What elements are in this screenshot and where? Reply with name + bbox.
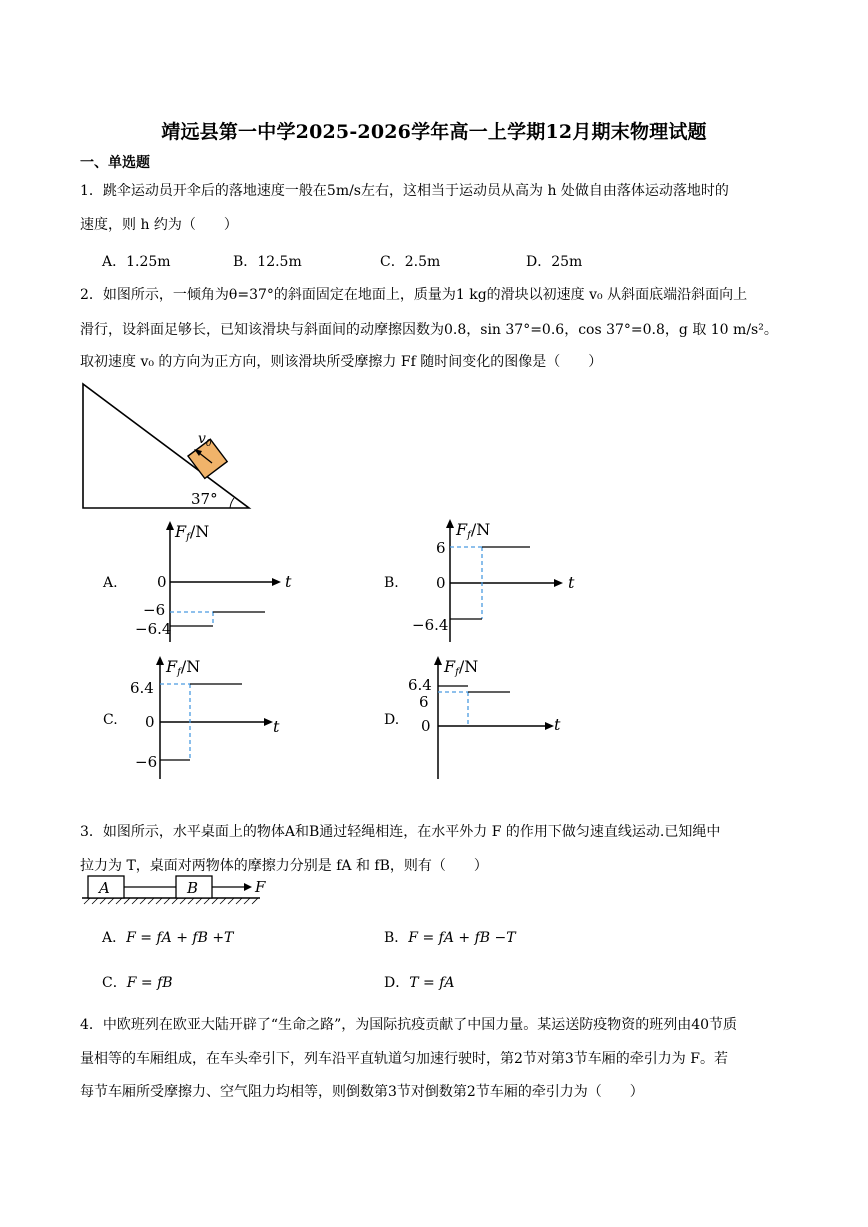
svg-text:−6.4: −6.4: [412, 616, 449, 634]
graph-a-option: A.: [103, 575, 118, 591]
q3-option-d: D．T = fA: [384, 975, 455, 991]
svg-text:6.4: 6.4: [408, 676, 432, 694]
graph-b: [412, 515, 582, 645]
angle-label: 37°: [191, 490, 218, 508]
q3-option-a: A．F = fA + fB +T: [102, 930, 234, 946]
svg-text:Ff/N: Ff/N: [175, 522, 210, 543]
svg-text:0: 0: [157, 573, 167, 591]
svg-text:F: F: [255, 878, 266, 896]
q4-line3: 每节车厢所受摩擦力、空气阻力均相等，则倒数第3节对倒数第2节车厢的牵引力为（ ）: [80, 1084, 644, 1100]
svg-text:−6: −6: [135, 753, 158, 771]
svg-text:Ff/N: Ff/N: [166, 657, 201, 678]
svg-text:t: t: [273, 717, 280, 736]
graph-d: [408, 652, 568, 782]
q1-line1: 1．跳伞运动员开伞后的落地速度一般在5m/s左右，这相当于运动员从高为 h 处做自由落体运动落地时的: [80, 183, 729, 199]
q4-line2: 量相等的车厢组成，在车头牵引下，列车沿平直轨道匀加速行驶时，第2节对第3节车厢的牵引力为 F。若: [80, 1051, 728, 1067]
svg-text:Ff/N: Ff/N: [456, 520, 491, 541]
q1-option-b: B．12.5m: [233, 254, 302, 270]
svg-text:0: 0: [436, 574, 446, 592]
q1-option-d: D．25m: [526, 254, 583, 270]
incline-figure: [80, 380, 260, 515]
svg-text:6.4: 6.4: [130, 679, 154, 697]
svg-text:Ff/N: Ff/N: [444, 657, 479, 678]
q3-option-c: C．F = fB: [102, 975, 173, 991]
q3-line1: 3．如图所示，水平桌面上的物体A和B通过轻绳相连，在水平外力 F 的作用下做匀速直线运动.已知绳中: [80, 824, 721, 840]
q3-line2: 拉力为 T，桌面对两物体的摩擦力分别是 fA 和 fB，则有（ ）: [80, 858, 488, 874]
svg-text:0: 0: [421, 717, 431, 735]
graph-a: [135, 520, 305, 645]
graph-c: [130, 652, 295, 782]
svg-text:t: t: [568, 573, 575, 592]
q4-line1: 4．中欧班列在欧亚大陆开辟了“生命之路”，为国际抗疫贡献了中国力量。某运送防疫物资的班列由40节质: [80, 1017, 738, 1033]
incline-triangle: [83, 384, 249, 508]
page-title: 靖远县第一中学2025-2026学年高一上学期12月期末物理试题: [161, 121, 707, 143]
svg-text:B: B: [187, 879, 199, 897]
svg-text:A: A: [99, 879, 110, 897]
svg-text:0: 0: [145, 713, 155, 731]
svg-text:6: 6: [419, 693, 429, 711]
q3-option-b: B．F = fA + fB −T: [384, 930, 516, 946]
svg-text:−6: −6: [143, 601, 166, 619]
q2-line3: 取初速度 v₀ 的方向为正方向，则该滑块所受摩擦力 Ff 随时间变化的图像是（ ）: [80, 354, 603, 370]
graph-b-option: B.: [384, 575, 399, 591]
graph-c-option: C.: [103, 712, 118, 728]
blocks-figure: [80, 870, 280, 910]
svg-text:t: t: [554, 715, 561, 734]
svg-text:6: 6: [436, 539, 446, 557]
q1-line2: 速度，则 h 约为（ ）: [80, 217, 238, 233]
q2-line1: 2．如图所示，一倾角为θ=37°的斜面固定在地面上，质量为1 kg的滑块以初速度 v₀ 从斜面底端沿斜面向上: [80, 287, 748, 303]
section-heading: 一、单选题: [80, 155, 150, 171]
velocity-label: $v_0$: [198, 431, 212, 449]
q1-option-a: A．1.25m: [102, 254, 171, 270]
q2-line2: 滑行，设斜面足够长，已知该滑块与斜面间的动摩擦因数为0.8，sin 37°=0.6，cos 37°=0.8，g 取 10 m/s²。: [80, 322, 778, 338]
svg-text:t: t: [285, 572, 292, 591]
svg-text:−6.4: −6.4: [135, 620, 172, 638]
graph-d-option: D.: [384, 712, 400, 728]
q1-option-c: C．2.5m: [380, 254, 441, 270]
